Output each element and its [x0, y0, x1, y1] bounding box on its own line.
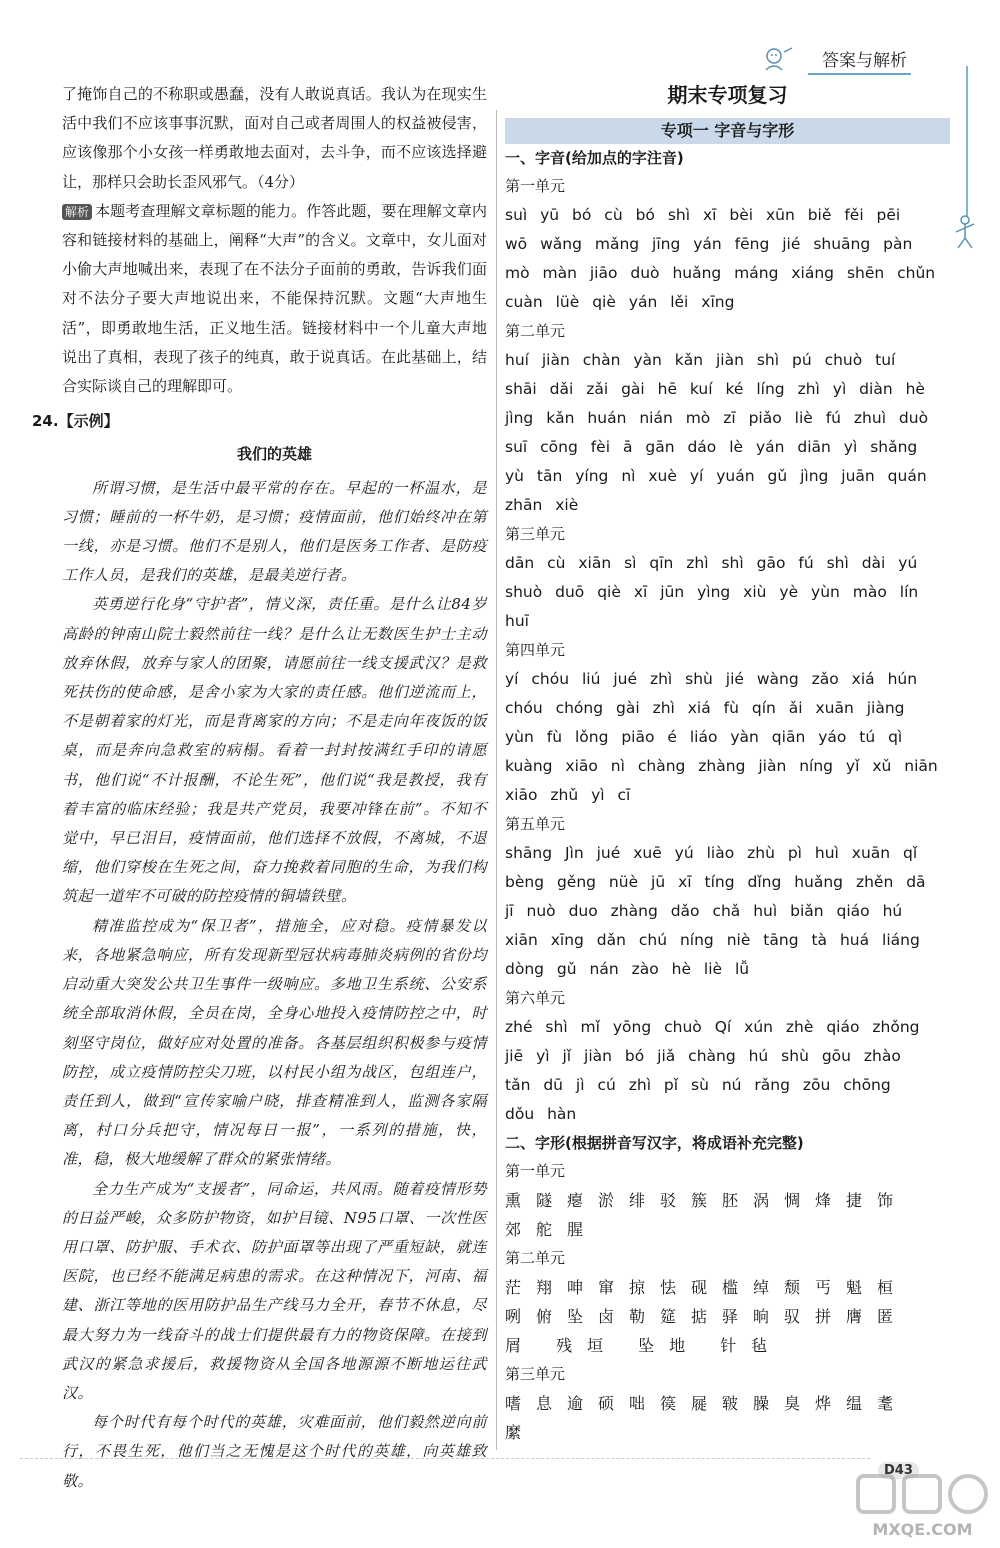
pinyin-line: xiāo zhǔ yì cī [505, 786, 631, 804]
unit-label: 第二单元 [505, 1249, 566, 1267]
pinyin-line: shuò duō qiè xī jūn yìng xiù yè yùn mào lín [505, 583, 919, 601]
unit-label: 第三单元 [505, 525, 566, 543]
analysis-badge: 解析 [62, 204, 92, 220]
left-column [32, 80, 487, 1496]
unit-label: 第五单元 [505, 815, 566, 833]
unit-label: 第一单元 [505, 177, 566, 195]
analysis-paragraph [62, 197, 487, 401]
pinyin-line: huī [505, 612, 529, 630]
unit-label: 第三单元 [505, 1365, 566, 1383]
margin-rule [966, 66, 968, 216]
part2-heading: 二、字形(根据拼音写汉字，将成语补充完整) [505, 1134, 804, 1152]
pinyin-line: cuàn lüè qiè yán lěi xīng [505, 293, 735, 311]
section-title: 期末专项复习 [667, 83, 788, 107]
pinyin-line: dān cù xiān sì qīn zhì shì gāo fú shì dài yú [505, 554, 918, 572]
pinyin-line: bèng gěng nüè jū xī tíng dǐng huǎng zhěn dā [505, 873, 926, 891]
essay-paragraph: 每个时代有每个时代的英雄，灾难面前，他们毅然逆向前行，不畏生死，他们当之无愧是这个时代的英雄，向英雄致敬。 [62, 1413, 487, 1490]
essay-paragraph: 全力生产成为“支援者”，同命运，共风雨。随着疫情形势的日益严峻，众多防护物资，如护目镜、N95口罩、一次性医用口罩、防护服、手术衣、防护面罩等出现了严重短缺，就连医院，也已经不能满足病患的需求。在这种情况下，河南、福建、浙江等地的医用防护品生产线马力全开，春节不休息，尽最大努力为一线奋斗的战士们提供最有力的物资保障。在接到武汉的紧急求援后，救援物资从全国各地源源不断地运往武汉。 [62, 1179, 487, 1402]
essay-paragraph: 所谓习惯，是生活中最平常的存在。早起的一杯温水，是习惯；睡前的一杯牛奶，是习惯；疫情面前，他们始终冲在第一线，亦是习惯。他们不是别人，他们是医务工作者、是防疫工作人员，是我们的英雄，是最美逆行者。 [62, 478, 487, 585]
character-answers [505, 1157, 950, 1447]
watermark [850, 1470, 995, 1542]
hanzi-line: 熏隧瘪淤绯驳簇胚涡惆烽捷饰 [505, 1191, 909, 1210]
part1-heading: 一、字音(给加点的字注音) [505, 149, 684, 167]
hanzi-line: 屑 残垣 坠地 针毡 [505, 1336, 783, 1355]
pinyin-line: yí chóu liú jué zhì shù jié wàng zǎo xiá hún [505, 670, 918, 688]
pinyin-answers [505, 172, 950, 1129]
question-label: 【示例】 [58, 412, 119, 431]
essay-title: 我们的英雄 [236, 445, 312, 464]
pinyin-line: tǎn dū jì cú zhì pǐ sù nú rǎng zōu chōng [505, 1076, 891, 1094]
essay-body [62, 474, 487, 1496]
hanzi-line: 郊舵腥 [505, 1220, 599, 1239]
pinyin-line: xiān xīng dǎn chú níng niè tāng tà huá liáng [505, 931, 920, 949]
pinyin-line: mò màn jiāo duò huǎng máng xiáng shēn chǔn [505, 264, 936, 282]
unit-label: 第六单元 [505, 989, 566, 1007]
hanzi-line: 茫翔呻窜掠怯砚槛绰颓丐魁桓 [505, 1278, 909, 1297]
analysis-text: 本题考查理解文章标题的能力。作答此题，要在理解文章内容和链接材料的基础上，阐释“大声”的含义。文章中，女儿面对小偷大声地喊出来，表现了在不法分子面前的勇敢，告诉我们面对不法分子要大声地说出来，不能保持沉默。文题“大声地生活”，即勇敢地生活，正义地生活。链接材料中一个儿童大声地说出了真相，表现了孩子的纯真，敢于说真话。在此基础上，结合实际谈自己的理解即可。 [62, 201, 487, 396]
question-24-heading [32, 407, 487, 436]
pinyin-line: suì yū bó cù bó shì xī bèi xūn biě fěi pēi [505, 206, 901, 224]
pinyin-line: yùn fù lǒng piāo é liáo yàn qiān yáo tú qì [505, 728, 903, 746]
pinyin-line: suī cōng fèi ā gān dáo lè yán diān yì shǎng [505, 438, 918, 456]
watermark-text: MXQE.COM [872, 1520, 973, 1539]
stick-figure-icon [950, 212, 980, 252]
page-number: D43 [878, 1462, 919, 1479]
pinyin-line: yù tān yíng nì xuè yí yuán gǔ jìng juān quán [505, 467, 927, 485]
section-tag-label: 答案与解析 [808, 46, 911, 75]
pinyin-line: shāi dǎi zǎi gài hē kuí ké líng zhì yì diàn hè [505, 380, 925, 398]
right-column [505, 78, 950, 1447]
pinyin-line: kuàng xiāo nì chàng zhàng jiàn níng yǐ xǔ niān [505, 757, 938, 775]
hanzi-line: 縻 [505, 1423, 537, 1442]
header-section-tag [760, 40, 960, 80]
unit-label: 第四单元 [505, 641, 566, 659]
pinyin-line: jìng kǎn huán nián mò zī piǎo liè fú zhuì duò [505, 409, 929, 427]
pinyin-line: wō wǎng mǎng jīng yán fēng jié shuāng pàn [505, 235, 913, 253]
pinyin-line: dòng gǔ nán zào hè liè lǚ [505, 960, 750, 978]
pinyin-line: jiē yì jǐ jiàn bó jiǎ chàng hú shù gōu zhào [505, 1047, 901, 1065]
pinyin-line: jī nuò duo zhàng dǎo chǎ huì biǎn qiáo hú [505, 902, 903, 920]
question-number: 24. [32, 412, 59, 431]
column-divider [496, 110, 497, 1450]
unit-label: 第一单元 [505, 1162, 566, 1180]
pinyin-line: chóu chóng gài zhì xiá fù qín ǎi xuān jiàng [505, 699, 905, 717]
hanzi-line: 咧俯坠卤勒筵掂驿晌驭拼膺匿 [505, 1307, 909, 1326]
pinyin-line: zhān xiè [505, 496, 579, 514]
topic-banner: 专项一 字音与字形 [505, 118, 950, 144]
pinyin-line: huí jiàn chàn yàn kǎn jiàn shì pú chuò tuí [505, 351, 896, 369]
watermark-logo-icon [850, 1470, 995, 1520]
hanzi-line: 嗜息逾硕咄篌屣皲臊臭烨缊耄 [505, 1394, 909, 1413]
answer-continuation: 了掩饰自己的不称职或愚蠢，没有人敢说真话。我认为在现实生活中我们不应该事事沉默，面对自己或者周围人的权益被侵害，应该像那个小女孩一样勇敢地去面对，去斗争，而不应该选择避让，那样只会助长歪风邪气。（4分） [62, 85, 487, 191]
pinyin-line: dǒu hàn [505, 1105, 577, 1123]
essay-paragraph: 英勇逆行化身“守护者”，情义深，责任重。是什么让84岁高龄的钟南山院士毅然前往一线？是什么让无数医生护士主动放弃休假，放弃与家人的团聚，请愿前往一线支援武汉？是救死扶伤的使命感，是舍小家为大家的责任感。他们逆流而上，不是朝着家的灯光，而是背离家的方向；不是走向年夜饭的饭桌，而是奔向急救室的病榻。看着一封封按满红手印的请愿书，他们说“不计报酬，不论生死”，他们说“我是教授，我有着丰富的临床经验；我是共产党员，我要冲锋在前”。不知不觉中，早已泪目，疫情面前，他们选择不放假，不离城，不退缩，他们穿梭在生死之间，奋力挽救着同胞的生命，为我们构筑起一道牢不可破的防控疫情的铜墙铁壁。 [62, 595, 487, 906]
unit-label: 第二单元 [505, 322, 566, 340]
mascot-icon [760, 46, 796, 74]
essay-paragraph: 精准监控成为“保卫者”，措施全，应对稳。疫情暴发以来，各地紧急响应，所有发现新型冠状病毒肺炎病例的省份均启动重大突发公共卫生事件一级响应。多地卫生系统、公安系统全部取消休假，全员在岗，全身心地投入疫情防控之中，时刻坚守岗位，做好应对处置的准备。各基层组织积极参与疫情防控，成立疫情防控尖刀班，以村民小组为战区，包组连户，责任到人，做到“宣传家喻户晓，排查精准到人，监测各家隔离，村口分兵把守，情况每日一报”，一系列的措施，快，准，稳，极大地缓解了群众的紧张情绪。 [62, 916, 487, 1169]
pinyin-line: shāng Jìn jué xuē yú liào zhù pì huì xuān qǐ [505, 844, 918, 862]
footer-divider [20, 1458, 870, 1459]
pinyin-line: zhé shì mǐ yōng chuò Qí xún zhè qiáo zhǒng [505, 1018, 920, 1036]
